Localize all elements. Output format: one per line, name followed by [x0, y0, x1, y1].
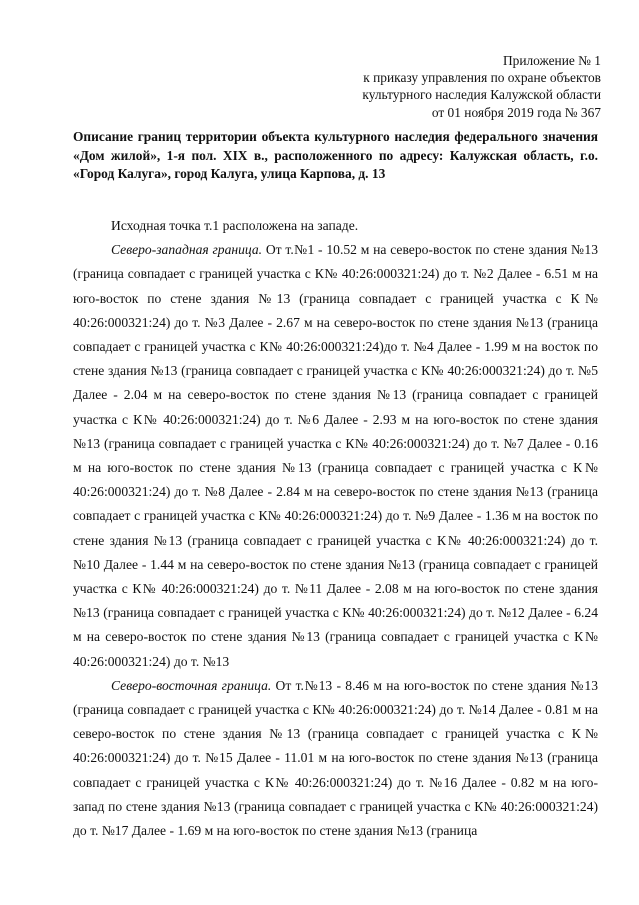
appendix-header	[362, 52, 601, 121]
appendix-number: Приложение № 1	[502, 53, 601, 68]
appendix-date: от 01 ноября 2019 года № 367	[431, 104, 601, 120]
paragraph-northeast-border	[73, 674, 598, 843]
paragraph-start-point: Исходная точка т.1 расположена на западе.	[111, 218, 359, 233]
appendix-order-ref: к приказу управления по охране объектов	[363, 70, 601, 86]
document-body	[73, 214, 598, 843]
document-title: Описание границ территории объекта культурного наследия федерального значения «Дом жилой», 1-я пол. XIX в., расположенного по адресу: Калужская область, г.о. «Город Калуга», город Калуга, улица Карпова, д. 13	[73, 129, 598, 182]
northwest-border-text: От т.№1 - 10.52 м на северо-восток по стене здания №13 (граница совпадает с границей участка с К№ 40:26:000321:24) до т. №2 Далее - 6.51 м на юго-восток по стене здания №13 (граница совпадает с границей участка с К№ 40:26:000321:24) до т. №3 Далее - 2.67 м на северо-восток по стене здания №13 (граница совпадает с границей участка с К№ 40:26:000321:24)до т. №4 Далее - 1.99 м на восток по стене здания №13 (граница совпадает с границей участка с К№ 40:26:000321:24) до т. №5 Далее - 2.04 м на северо-восток по стене здания №13 (граница совпадает с границей участка с К№ 40:26:000321:24) до т. №6 Далее - 2.93 м на юго-восток по стене здания №13 (граница совпадает с границей участка с К№ 40:26:000321:24) до т. №7 Далее - 0.16 м на юго-восток по стене здания №13 (граница совпадает с границей участка с К№ 40:26:000321:24) до т. №8 Далее - 2.84 м на северо-восток по стене здания №13 (граница совпадает с границей участка с К№ 40:26:000321:24) до т. №9 Далее - 1.36 м на восток по стене здания №13 (граница совпадает с границей участка с К№ 40:26:000321:24) до т. №10 Далее - 1.44 м на северо-восток по стене здания №13 (граница совпадает с границей участка с К№ 40:26:000321:24) до т. №11 Далее - 2.08 м на юго-восток по стене здания №13 (граница совпадает с границей участка с К№ 40:26:000321:24) до т. №12 Далее - 6.24 м на северо-восток по стене здания №13 (граница совпадает с границей участка с К№ 40:26:000321:24) до т. №13	[73, 242, 598, 669]
northeast-border-text: От т.№13 - 8.46 м на юго-восток по стене здания №13 (граница совпадает с границей участка с К№ 40:26:000321:24) до т. №14 Далее - 0.81 м на северо-восток по стене здания №13 (граница совпадает с границей участка с К№ 40:26:000321:24) до т. №15 Далее - 11.01 м на юго-восток по стене здания №13 (граница совпадает с границей участка с К№ 40:26:000321:24) до т. №16 Далее - 0.82 м на юго-запад по стене здания №13 (граница совпадает с границей участка с К№ 40:26:000321:24) до т. №17 Далее - 1.69 м на юго-восток по стене здания №13 (граница	[73, 677, 598, 839]
northeast-border-heading: Северо-восточная граница.	[111, 677, 272, 693]
appendix-authority: культурного наследия Калужской области	[362, 87, 601, 103]
northwest-border-heading: Северо-западная граница.	[111, 242, 263, 258]
paragraph-northwest-border	[73, 238, 598, 674]
